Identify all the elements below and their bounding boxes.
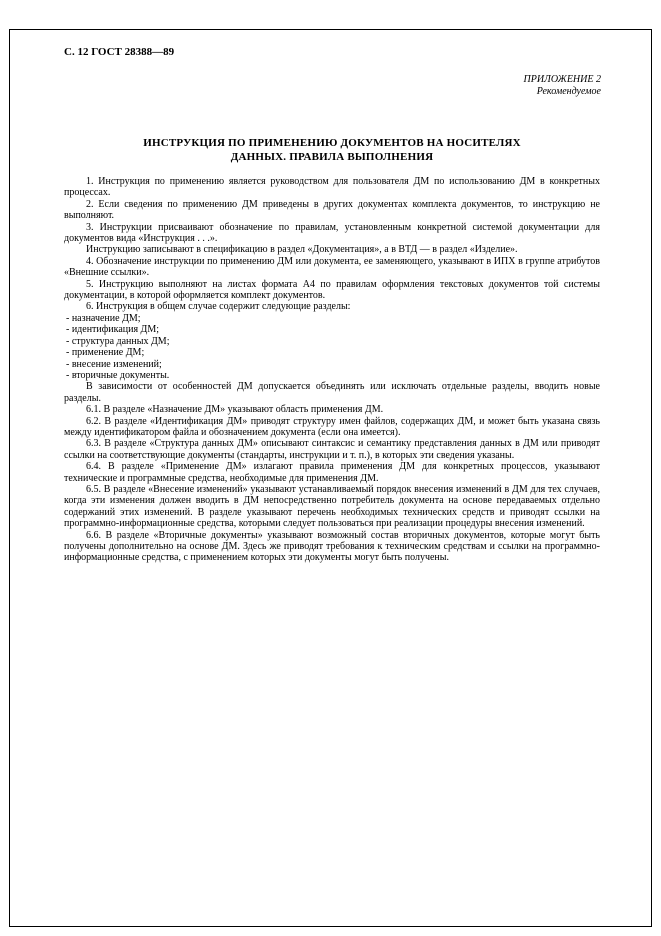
paragraph: 6. Инструкция в общем случае содержит следующие разделы: xyxy=(86,301,351,313)
paragraph: Инструкцию записывают в спецификацию в раздел «Документация», а в ВТД — в раздел «Изделие». xyxy=(86,244,518,256)
document-body xyxy=(64,176,600,564)
list-item: - структура данных ДМ; xyxy=(66,335,170,347)
paragraph: 6.4. В разделе «Применение ДМ» излагают правила применения ДМ для конкретных процессов, указывают технические и программные средства, необходимые для применения ДМ. xyxy=(64,461,600,484)
page-header: С. 12 ГОСТ 28388—89 xyxy=(64,46,175,58)
paragraph: 6.5. В разделе «Внесение изменений» указывают устанавливаемый порядок внесения изменений в ДМ для тех случаев, когда эти изменения должен вводить в ДМ непосредственно потребитель документа на основе передаваемых отдельно содержаний этих изменений. В разделе указывают перечень необходимых технических средств и приводят ссылки на программно-информационные средства, которыми следует пользоваться при реализации процедуры внесения изменений. xyxy=(64,483,600,530)
list-item: - применение ДМ; xyxy=(66,347,145,359)
document-title xyxy=(64,137,600,164)
paragraph: 3. Инструкции присваивают обозначение по правилам, установленным конкретной системой документации для документов вида «Инструкция . . .». xyxy=(64,221,600,245)
paragraph: В зависимости от особенностей ДМ допускается объединять или исключать отдельные разделы, вводить новые разделы. xyxy=(64,381,600,404)
paragraph: 6.6. В разделе «Вторичные документы» указывают возможный состав вторичных документов, которые могут быть получены дополнительно на основе ДМ. Здесь же приводят требования к техническим средствам и ссылки на программно-информационные средства, с применением которых эти документы могут быть получены. xyxy=(64,529,600,564)
list-item: - назначение ДМ; xyxy=(66,312,141,324)
paragraph: 2. Если сведения по применению ДМ приведены в других документах комплекта документов, то инструкцию не выполняют. xyxy=(64,198,600,222)
paragraph: 6.1. В разделе «Назначение ДМ» указывают область применения ДМ. xyxy=(86,404,384,416)
paragraph: 6.2. В разделе «Идентификация ДМ» приводят структуру имен файлов, содержащих ДМ, и может быть указана связь между идентификатором файла и обозначением документа (если она имеется). xyxy=(64,415,600,438)
paragraph: 5. Инструкцию выполняют на листах формата А4 по правилам оформления текстовых документов той системы документации, в которой оформляется комплект документов. xyxy=(64,278,600,302)
appendix-block xyxy=(524,74,602,98)
list-item: - внесение изменений; xyxy=(66,358,162,370)
list-item: - вторичные документы. xyxy=(66,369,170,381)
list-item: - идентификация ДМ; xyxy=(66,324,160,336)
document-title-line-2: ДАННЫХ. ПРАВИЛА ВЫПОЛНЕНИЯ xyxy=(230,150,434,163)
paragraph: 6.3. В разделе «Структура данных ДМ» описывают синтаксис и семантику представления данных в ДМ или приводят ссылки на соответствующие документы (стандарты, инструкции и т. п.), в которых эти сведения указаны. xyxy=(64,438,600,461)
appendix-subtitle: Рекомендуемое xyxy=(536,86,601,97)
appendix-title: ПРИЛОЖЕНИЕ 2 xyxy=(523,74,601,85)
paragraph: 4. Обозначение инструкции по применению ДМ или документа, ее заменяющего, указывают в ИПХ в группе атрибутов «Внешние ссылки». xyxy=(64,255,600,279)
document-title-line-1: ИНСТРУКЦИЯ ПО ПРИМЕНЕНИЮ ДОКУМЕНТОВ НА НОСИТЕЛЯХ xyxy=(143,137,521,149)
paragraph: 1. Инструкция по применению является руководством для пользователя ДМ по использованию ДМ в конкретных процессах. xyxy=(64,176,600,199)
